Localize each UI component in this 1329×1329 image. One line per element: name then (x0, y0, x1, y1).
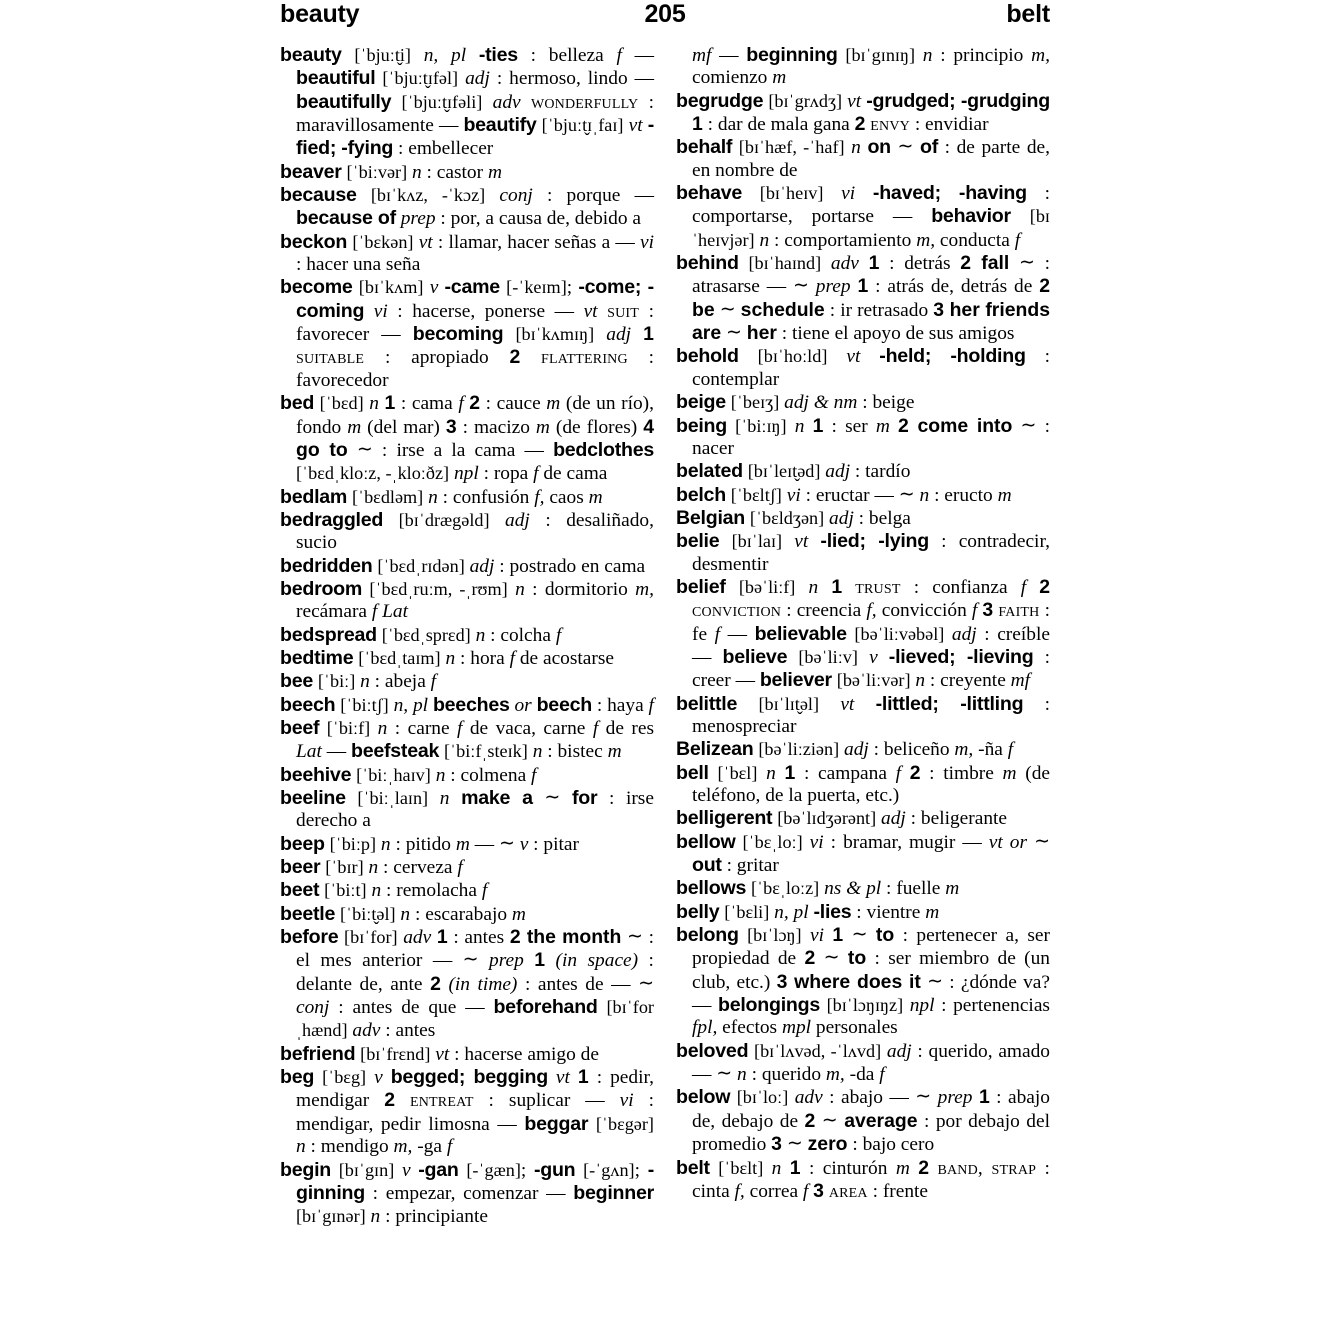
running-head-left-guideword: beauty (280, 0, 360, 28)
dictionary-entry-bedroom: bedroom [ˈbɛdˌruːm, -ˌrʊm] n : dormitorio m, recámara f Lat (280, 577, 654, 623)
dictionary-entry-bell: bell [ˈbɛl] n 1 : campana f 2 : timbre m (de teléfono, de la puerta, etc.) (676, 761, 1050, 806)
dictionary-entry-before: before [bɪˈfor] adv 1 : antes 2 the month ∼ : el mes anterior — ∼ prep 1 (in space) : delante de, ante 2 (in time) : antes de — ∼ conj : antes de que — beforehand [bɪˈforˌhænd] adv : antes (280, 925, 654, 1042)
dictionary-entry-because: because [bɪˈkʌz, -ˈkɔz] conj : porque — because of prep : por, a causa de, debido a (280, 184, 654, 230)
dictionary-entry-bedridden: bedridden [ˈbɛdˌrɪdən] adj : postrado en cama (280, 554, 646, 577)
dictionary-entry-bee: bee [ˈbiː] n : abeja f (280, 670, 437, 693)
dictionary-entry-begrudge: begrudge [bɪˈgrʌdʒ] vt -grudged; -grudging 1 : dar de mala gana 2 envy : envidiar (676, 89, 1050, 136)
running-head-right-guideword: belt (1006, 0, 1050, 28)
dictionary-entry-bellows: bellows [ˈbɛˌloːz] ns & pl : fuelle m (676, 877, 960, 900)
dictionary-entry-belief: belief [bəˈliːf] n 1 trust : confianza f 2 conviction : creencia f, convicción f 3 faith : fe f — believable [bəˈliːvəbəl] adj : creíble — believe [bəˈliːv] v -lieved; -lieving : creer — believer [bəˈliːvər] n : creyente mf (676, 575, 1050, 692)
dictionary-entry-become: become [bɪˈkʌm] v -came [-ˈkeɪm]; -come; -coming vi : hacerse, ponerse — vt suit : favorecer — becoming [bɪˈkʌmɪŋ] adj 1 suitable : apropiado 2 flattering : favorecedor (280, 276, 654, 391)
dictionary-entry-beehive: beehive [ˈbiːˌhaɪv] n : colmena f (280, 763, 537, 786)
dictionary-entry-beaver: beaver [ˈbiːvər] n : castor m (280, 160, 502, 183)
dictionary-entry-behave: behave [bɪˈheɪv] vi -haved; -having : comportarse, portarse — behavior [bɪˈheɪvjər] n : comportamiento m, conducta f (676, 182, 1050, 251)
dictionary-entry-bed: bed [ˈbɛd] n 1 : cama f 2 : cauce m (de un río), fondo m (del mar) 3 : macizo m (de flores) 4 go to ∼ : irse a la cama — bedclothes [ˈbɛdˌkloːz, -ˌkloːðz] npl : ropa f de cama (280, 392, 654, 485)
dictionary-entry-beige: beige [ˈbeɪʒ] adj & nm : beige (676, 391, 915, 414)
dictionary-entry-behold: behold [bɪˈhoːld] vt -held; -holding : contemplar (676, 345, 1050, 390)
dictionary-entry-beet: beet [ˈbiːt] n : remolacha f (280, 879, 488, 902)
dictionary-entry-beep: beep [ˈbiːp] n : pitido m — ∼ v : pitar (280, 831, 579, 855)
dictionary-entry-bedspread: bedspread [ˈbɛdˌsprɛd] n : colcha f (280, 623, 562, 646)
dictionary-entry-beloved: beloved [bɪˈlʌvəd, -ˈlʌvd] adj : querido, amado — ∼ n : querido m, -da f (676, 1039, 1051, 1086)
dictionary-entry-being: being [ˈbiːɪŋ] n 1 : ser m 2 come into ∼ : nacer (676, 413, 1050, 459)
dictionary-entry-belgian: Belgian [ˈbɛldʒən] adj : belga (676, 506, 911, 529)
dictionary-entry-behind: behind [bɪˈhaɪnd] adv 1 : detrás 2 fall ∼ : atrasarse — ∼ prep 1 : atrás de, detrás de 2 be ∼ schedule : ir retrasado 3 her friends are ∼ her : tiene el apoyo de sus amigos (676, 251, 1050, 345)
dictionary-entry-belch: belch [ˈbɛltʃ] vi : eructar — ∼ n : eructo m (676, 482, 1012, 506)
dictionary-entry-bedlam: bedlam [ˈbɛdləm] n : confusión f, caos m (280, 485, 603, 508)
dictionary-entry-begin: begin [bɪˈgɪn] v -gan [-ˈgæn]; -gun [-ˈgʌn]; -ginning : empezar, comenzar — beginner [bɪˈgɪnər] n : principiante (280, 1158, 654, 1228)
dictionary-entry-belong: belong [bɪˈlɔŋ] vi 1 ∼ to : pertenecer a, ser propiedad de 2 ∼ to : ser miembro de (un club, etc.) 3 where does it ∼ : ¿dónde va? — belongings [bɪˈlɔŋɪŋz] npl : pertenencias fpl, efectos mpl personales (676, 923, 1050, 1039)
dictionary-entry-belated: belated [bɪˈleɪt̬əd] adj : tardío (676, 460, 911, 483)
page-number: 205 (644, 0, 686, 28)
running-head (280, 0, 1050, 34)
dictionary-entry-befriend: befriend [bɪˈfrɛnd] vt : hacerse amigo de (280, 1042, 599, 1065)
dictionary-entry-beauty: beauty [ˈbjuːt̬i] n, pl -ties : belleza f — beautiful [ˈbjuːt̬ɪfəl] adj : hermoso, lindo — beautifully [ˈbjuːt̬ɪfəli] adv wonderfully : maravillosamente — beautify [ˈbjuːt̬ɪˌfaɪ] vt -fied; -fying : embellecer (280, 44, 654, 160)
dictionary-entry-belt: belt [ˈbɛlt] n 1 : cinturón m 2 band, strap : cinta f, correa f 3 area : frente (676, 1156, 1050, 1202)
dictionary-entry-beckon: beckon [ˈbɛkən] vt : llamar, hacer señas a — vi : hacer una seña (280, 230, 654, 276)
dictionary-entry-bedraggled: bedraggled [bɪˈdrægəld] adj : desaliñado, sucio (280, 508, 654, 554)
dictionary-entry-belligerent: belligerent [bəˈlɪdʒərənt] adj : beligerante (676, 807, 1008, 830)
dictionary-entry-bedtime: bedtime [ˈbɛdˌtaɪm] n : hora f de acostarse (280, 646, 615, 669)
two-column-body (280, 44, 1050, 1329)
dictionary-entry-beetle: beetle [ˈbiːt̬əl] n : escarabajo m (280, 902, 526, 925)
dictionary-entry-beeline: beeline [ˈbiːˌlaɪn] n make a ∼ for : irse derecho a (280, 786, 654, 832)
dictionary-entry-beg: beg [ˈbɛg] v begged; begging vt 1 : pedir, mendigar 2 entreat : suplicar — vi : mendigar, pedir limosna — beggar [ˈbɛgər] n : mendigo m, -ga f (280, 1066, 654, 1158)
dictionary-entry-beef: beef [ˈbiːf] n : carne f de vaca, carne f de res Lat — beefsteak [ˈbiːfˌsteɪk] n : bistec m (280, 716, 655, 763)
dictionary-entry-below: below [bɪˈloː] adv : abajo — ∼ prep 1 : abajo de, debajo de 2 ∼ average : por debajo del promedio 3 ∼ zero : bajo cero (676, 1085, 1050, 1156)
dictionary-entry-beech: beech [ˈbiːtʃ] n, pl beeches or beech : haya f (280, 693, 654, 716)
dictionary-entry-belie: belie [bɪˈlaɪ] vt -lied; -lying : contradecir, desmentir (676, 530, 1050, 575)
dictionary-entry-belizean: Belizean [bəˈliːziən] adj : beliceño m, -ña f (676, 738, 1014, 761)
dictionary-entry-beginner-cont: mf — beginning [bɪˈgɪnɪŋ] n : principio m, comienzo m (692, 44, 1050, 89)
dictionary-column-left (280, 44, 654, 1329)
dictionary-entry-beer: beer [ˈbɪr] n : cerveza f (280, 856, 463, 879)
dictionary-entry-behalf: behalf [bɪˈhæf, -ˈhaf] n on ∼ of : de parte de, en nombre de (676, 135, 1050, 181)
dictionary-column-right (676, 44, 1050, 1329)
dictionary-entry-belly: belly [ˈbɛli] n, pl -lies : vientre m (676, 900, 940, 923)
dictionary-entry-belittle: belittle [bɪˈlɪt̬əl] vt -littled; -littling : menospreciar (676, 692, 1050, 737)
dictionary-entry-bellow: bellow [ˈbɛˌloː] vi : bramar, mugir — vt or ∼ out : gritar (676, 829, 1050, 877)
